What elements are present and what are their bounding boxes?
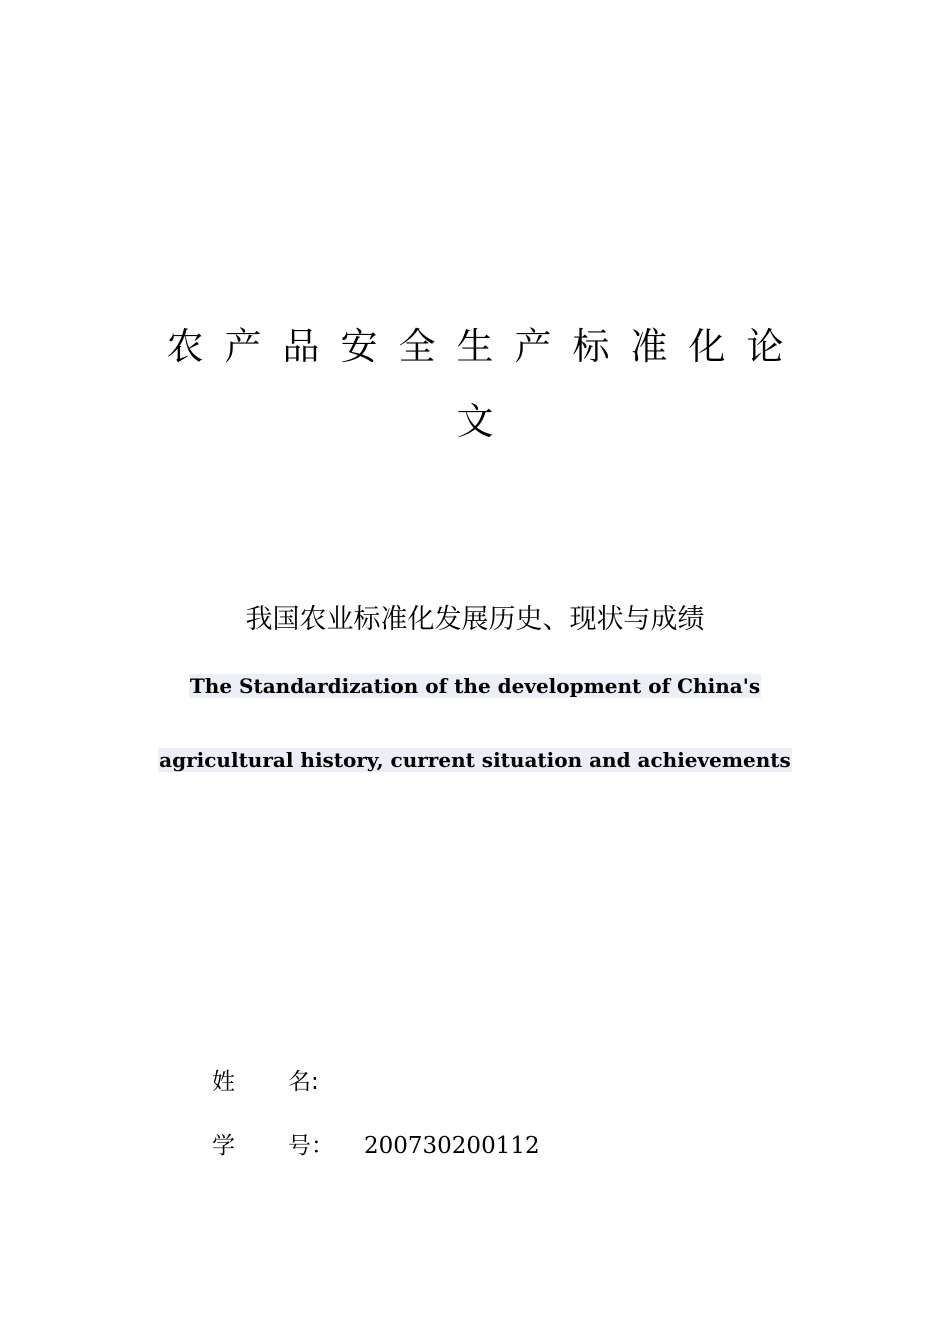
main-title-line-1: 农产品安全生产标准化论 xyxy=(166,325,805,368)
name-row xyxy=(212,1064,364,1100)
subtitle-english-line-1 xyxy=(0,672,950,700)
student-id-label-char2: 号： xyxy=(288,1133,334,1159)
name-label-char2: 名: xyxy=(288,1069,319,1095)
subtitle-english-line-2 xyxy=(0,746,950,774)
subtitle-chinese: 我国农业标准化发展历史、现状与成绩 xyxy=(245,604,705,635)
subtitle-english-line-1-text: The Standardization of the development of China's xyxy=(189,674,761,698)
student-id-label-char1: 学 xyxy=(212,1133,235,1159)
name-label-char1: 姓 xyxy=(212,1069,235,1095)
student-id-label xyxy=(212,1128,364,1164)
main-title-line-2: 文 xyxy=(456,400,494,443)
subtitle-english-line-2-text: agricultural history, current situation and achievements xyxy=(159,748,791,772)
name-label xyxy=(212,1064,364,1100)
student-id-value: 200730200112 xyxy=(364,1133,540,1159)
student-id-row xyxy=(212,1128,540,1164)
